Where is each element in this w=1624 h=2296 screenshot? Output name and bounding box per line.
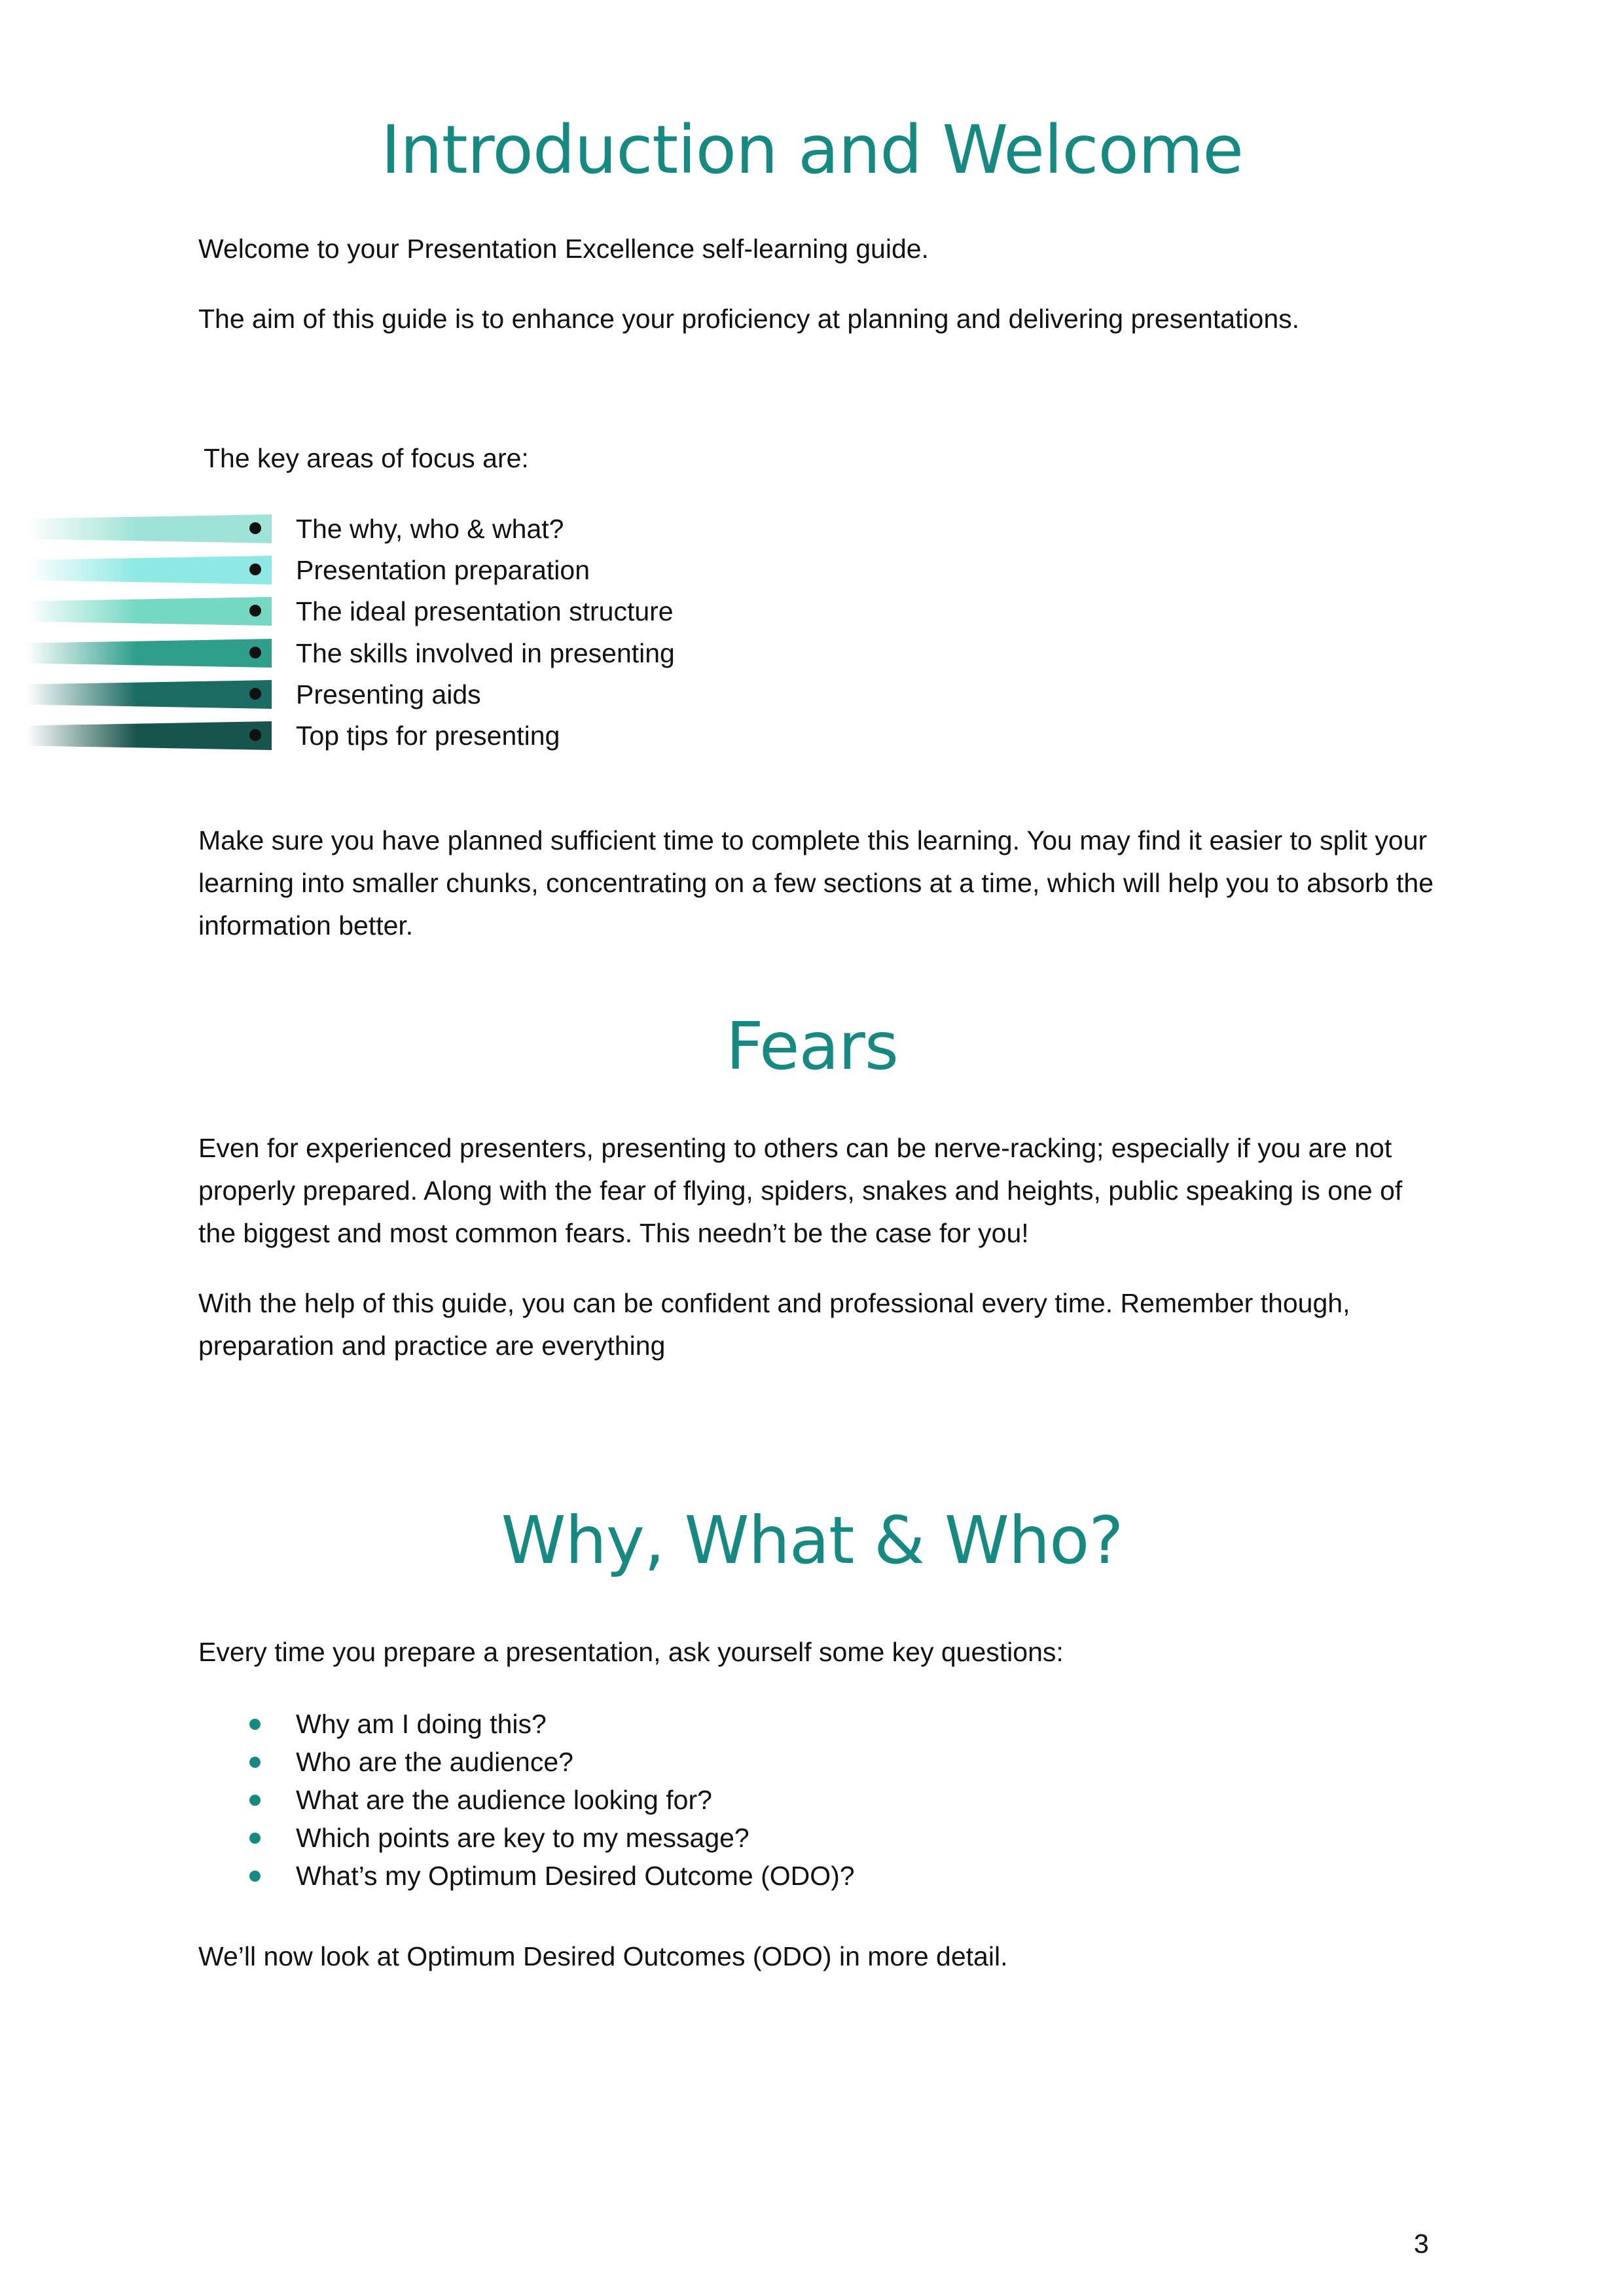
welcome-paragraph: Welcome to your Presentation Excellence self-learning guide.: [198, 234, 929, 264]
closing-paragraph: We’ll now look at Optimum Desired Outcomes (ODO) in more detail.: [198, 1941, 1008, 1971]
bullet-icon: [249, 729, 261, 741]
decorative-stripe: [26, 514, 272, 543]
bullet-icon: [249, 1871, 261, 1882]
bullet-icon: [249, 1795, 261, 1806]
fears-paragraph-2: With the help of this guide, you can be confident and professional every time. Remember though, preparation and practice are everything: [198, 1288, 1350, 1361]
focus-list-item: [0, 680, 785, 709]
question-text: What’s my Optimum Desired Outcome (ODO)?: [296, 1861, 855, 1891]
fears-heading: Fears: [725, 1008, 899, 1085]
question-text: Who are the audience?: [296, 1747, 573, 1777]
question-list-item: [0, 1744, 1178, 1780]
fears-paragraph-1: Even for experienced presenters, presenting to others can be nerve-racking; especially if you are not properly prepared. Along with the fear of flying, spiders, snakes and heights, public speaking is one of the biggest and most common fears. This needn’t be the case for you!: [198, 1133, 1403, 1248]
decorative-stripe: [26, 721, 272, 750]
decorative-stripe: [26, 597, 272, 626]
question-list-item: [0, 1820, 1178, 1856]
intro-heading: Introduction and Welcome: [381, 111, 1243, 189]
bullet-icon: [249, 1757, 261, 1768]
page-number: 3: [1414, 2229, 1429, 2259]
bullet-icon: [249, 605, 261, 617]
focus-item-text: Presenting aids: [296, 679, 481, 709]
question-text: Which points are key to my message?: [296, 1823, 749, 1853]
focus-item-text: Top tips for presenting: [296, 721, 560, 751]
decorative-stripe: [26, 680, 272, 709]
focus-list-item: [0, 556, 785, 584]
focus-item-text: Presentation preparation: [296, 555, 590, 585]
decorative-stripe: [26, 639, 272, 668]
focus-list-item: [0, 721, 785, 750]
question-list-item: [0, 1782, 1178, 1818]
bullet-icon: [249, 564, 261, 575]
time-note-paragraph: Make sure you have planned sufficient time to complete this learning. You may find it easier to split your learning into smaller chunks, concentrating on a few sections at a time, which will help you to absorb the information better.: [198, 825, 1434, 941]
focus-intro: The key areas of focus are:: [204, 443, 529, 473]
focus-list-item: [0, 639, 785, 668]
focus-item-text: The skills involved in presenting: [296, 638, 675, 668]
question-text: Why am I doing this?: [296, 1709, 547, 1739]
decorative-stripe: [26, 556, 272, 584]
focus-list-item: [0, 514, 785, 543]
question-text: What are the audience looking for?: [296, 1785, 712, 1815]
question-list-item: [0, 1706, 1178, 1742]
bullet-icon: [249, 1719, 261, 1730]
focus-item-text: The why, who & what?: [296, 514, 564, 544]
focus-list-item: [0, 597, 785, 626]
focus-item-text: The ideal presentation structure: [296, 596, 674, 626]
bullet-icon: [249, 688, 261, 700]
aim-paragraph: The aim of this guide is to enhance your proficiency at planning and delivering presentations.: [198, 304, 1300, 334]
bullet-icon: [249, 1833, 261, 1844]
question-list-item: [0, 1857, 1178, 1894]
bullet-icon: [249, 647, 261, 658]
why-intro-paragraph: Every time you prepare a presentation, ask yourself some key questions:: [198, 1637, 1064, 1667]
bullet-icon: [249, 522, 261, 534]
why-heading: Why, What & Who?: [501, 1502, 1123, 1579]
